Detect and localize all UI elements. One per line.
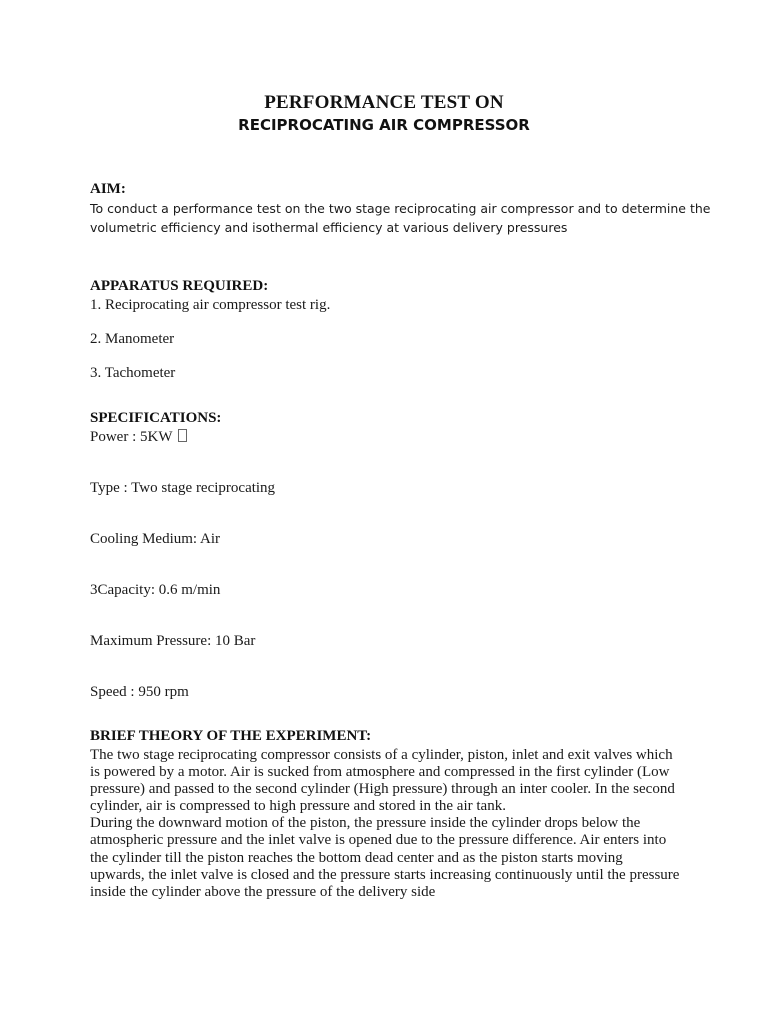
spec-cooling-medium: Cooling Medium: Air bbox=[90, 531, 221, 547]
aim-heading: AIM: bbox=[90, 181, 126, 197]
apparatus-item-2: 2. Manometer bbox=[90, 331, 175, 347]
spec-power-text: Power : 5KW bbox=[90, 429, 173, 445]
title-line-2: RECIPROCATING AIR COMPRESSOR bbox=[238, 116, 530, 134]
spec-type: Type : Two stage reciprocating bbox=[90, 480, 276, 496]
theory-body bbox=[90, 747, 680, 901]
aim-text-line-2: volumetric efficiency and isothermal efficiency at various delivery pressures bbox=[90, 220, 568, 235]
spec-maximum-pressure: Maximum Pressure: 10 Bar bbox=[90, 633, 256, 649]
spec-capacity: 3Capacity: 0.6 m/min bbox=[90, 582, 221, 598]
missing-glyph-box-icon bbox=[178, 429, 187, 442]
title-line-1: PERFORMANCE TEST ON bbox=[264, 92, 504, 113]
apparatus-item-1: 1. Reciprocating air compressor test rig. bbox=[90, 297, 331, 313]
apparatus-item-3: 3. Tachometer bbox=[90, 365, 176, 381]
theory-paragraph-1: The two stage reciprocating compressor consists of a cylinder, piston, inlet and exit valves which is powered by a motor. Air is sucked from atmosphere and compressed in the first cylinder (Low pressure) and passed to the second cylinder (High pressure) through an inter cooler. In the second cylinder, air is compressed to high pressure and stored in the air tank. bbox=[90, 747, 675, 815]
theory-heading: BRIEF THEORY OF THE EXPERIMENT: bbox=[90, 728, 372, 744]
aim-text-line-1: To conduct a performance test on the two stage reciprocating air compressor and to determine the bbox=[90, 201, 711, 216]
theory-paragraph-2: During the downward motion of the piston, the pressure inside the cylinder drops below the atmospheric pressure and the inlet valve is opened due to the pressure difference. Air enters into the cylinder till the piston reaches the bottom dead center and as the piston starts moving upwards, the inlet valve is closed and the pressure starts increasing continuously until the pressure inside the cylinder above the pressure of the delivery side bbox=[90, 815, 680, 900]
spec-speed: Speed : 950 rpm bbox=[90, 684, 189, 700]
apparatus-heading: APPARATUS REQUIRED: bbox=[90, 278, 269, 294]
specifications-heading: SPECIFICATIONS: bbox=[90, 410, 222, 426]
spec-power bbox=[90, 429, 187, 446]
